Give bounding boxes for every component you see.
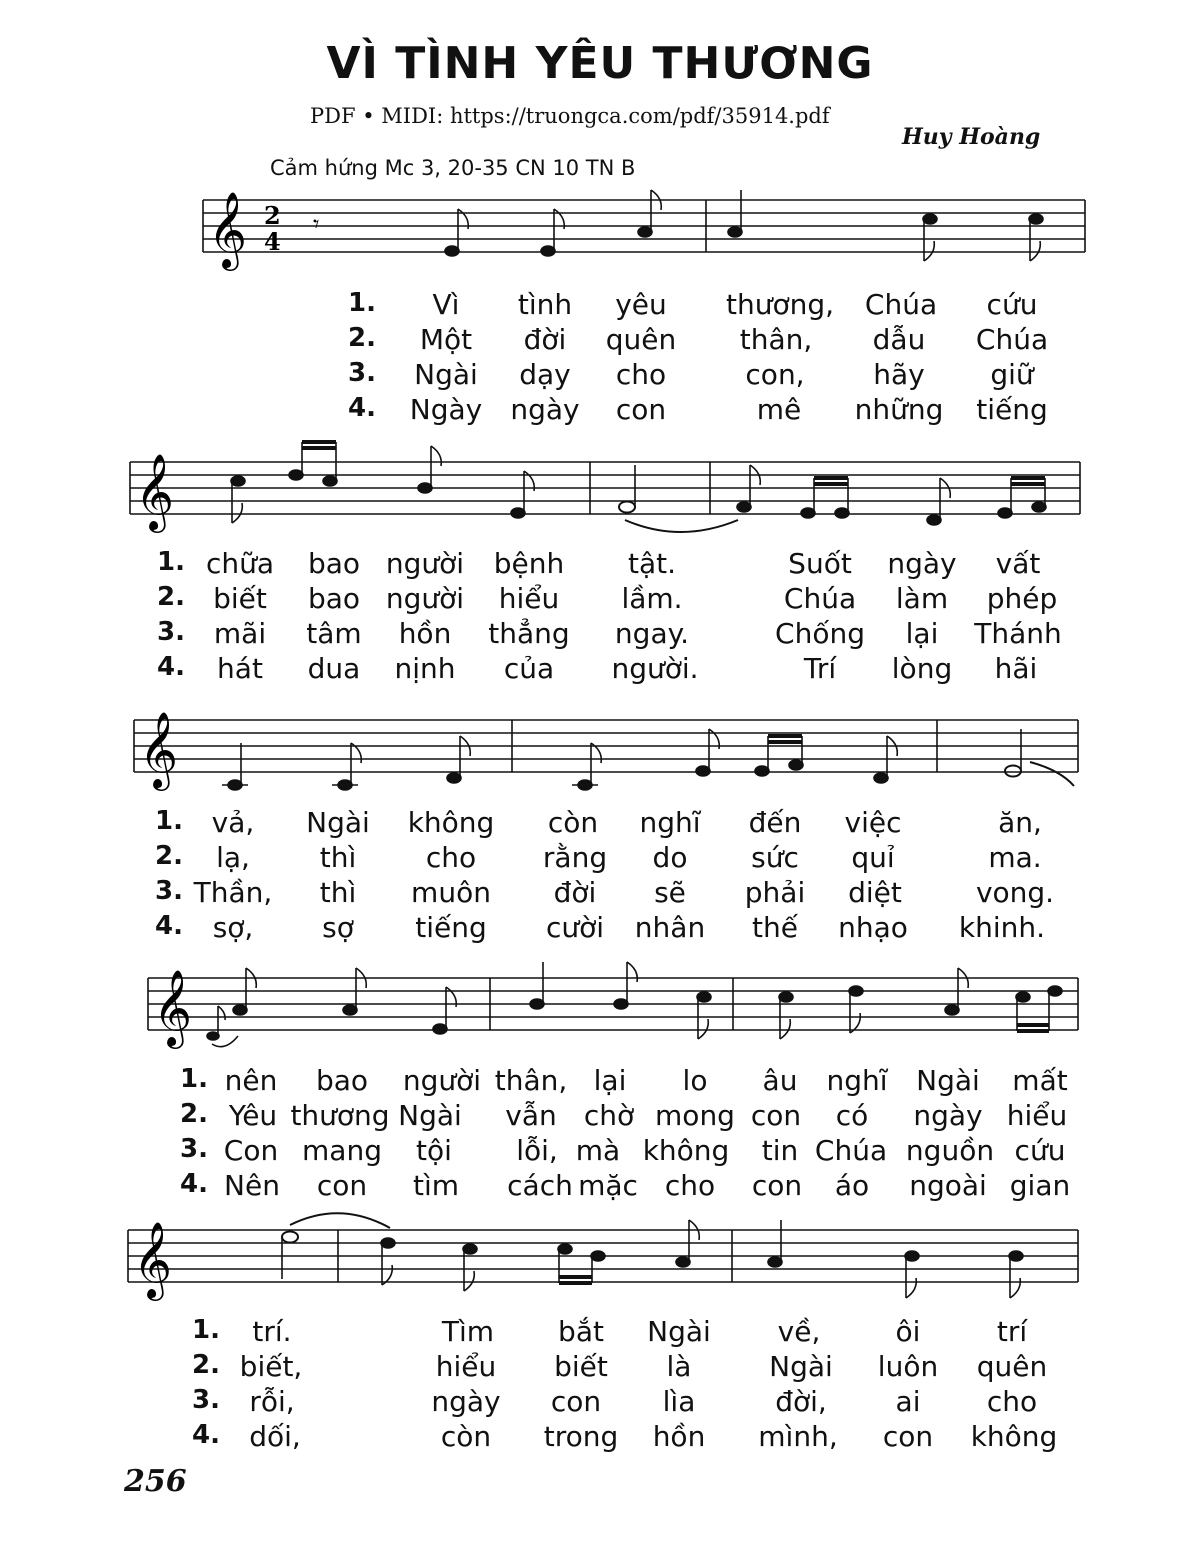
lyric-word: việc (844, 806, 902, 839)
verse-line (0, 652, 1200, 686)
lyric-word: Thánh (974, 617, 1062, 650)
verse-line (0, 582, 1200, 616)
notes (231, 442, 1046, 532)
lyric-word: vất (995, 547, 1041, 580)
verse-line (0, 288, 1200, 322)
svg-text:4: 4 (264, 227, 281, 256)
lyric-word: của (503, 652, 555, 685)
lyric-word: Thần, (193, 876, 273, 909)
lyric-word: người. (611, 652, 699, 685)
lyric-word: lại (905, 617, 939, 650)
lyric-word: người (385, 547, 465, 580)
lyric-word: diệt (848, 876, 902, 909)
lyric-word: lạ, (216, 841, 250, 874)
lyric-word: dua (307, 652, 361, 685)
verse-line (0, 876, 1200, 910)
lyric-word: thương, (725, 288, 835, 321)
verse-number: 1. (348, 288, 376, 318)
lyric-word: hồn (652, 1420, 706, 1453)
lyric-word: lại (593, 1064, 627, 1097)
page-number: 256 (124, 1464, 187, 1499)
lyric-word: đến (748, 806, 802, 839)
lyric-word: tiếng (976, 393, 1048, 426)
lyric-word: hồn (398, 617, 452, 650)
lyric-word: dối, (249, 1420, 301, 1453)
verse-line (0, 393, 1200, 427)
lyric-word: Nên (224, 1169, 280, 1202)
lyric-word: muôn (411, 876, 491, 909)
lyric-word: mình, (758, 1420, 838, 1453)
eighth-rest: 𝄾 (313, 210, 320, 238)
lyric-word: cứu (1014, 1134, 1066, 1167)
lyric-word: vong. (975, 876, 1055, 909)
lyric-word: mong (655, 1099, 735, 1132)
lyric-word: lìa (662, 1385, 696, 1418)
lyric-word: thân, (494, 1064, 568, 1097)
treble-clef-icon: 𝄞 (133, 1221, 173, 1298)
lyric-word: Con (223, 1134, 279, 1167)
lyric-word: mãi (213, 617, 267, 650)
lyric-word: đời, (775, 1385, 827, 1418)
lyric-word: khinh. (958, 911, 1046, 944)
lyric-word: người (402, 1064, 482, 1097)
lyric-word: mê (756, 393, 802, 426)
staff-system-2 (0, 432, 1200, 542)
svg-text:2: 2 (264, 201, 281, 230)
lyric-word: thì (319, 841, 357, 874)
treble-clef-icon: 𝄞 (135, 453, 175, 530)
lyric-word: có (835, 1099, 869, 1132)
lyric-word: không (970, 1420, 1058, 1453)
lyric-word: người (385, 582, 465, 615)
lyric-word: tật. (627, 547, 677, 580)
lyric-word: hát (217, 652, 263, 685)
composer-name: Huy Hoàng (902, 124, 1041, 150)
lyric-word: ngoài (909, 1169, 987, 1202)
lyric-word: tiếng (415, 911, 487, 944)
lyric-word: không (642, 1134, 730, 1167)
lyric-word: cho (664, 1169, 716, 1202)
lyric-word: Chúa (814, 1134, 888, 1167)
lyric-word: luôn (877, 1350, 939, 1383)
lyric-word: lòng (891, 652, 953, 685)
lyric-word: Vì (432, 288, 460, 321)
lyric-word: là (666, 1350, 692, 1383)
lyric-word: vả, (211, 806, 255, 839)
lyric-word: biết, (239, 1350, 303, 1383)
staff-system-1 (0, 170, 1200, 280)
lyric-word: âu (762, 1064, 798, 1097)
lyric-word: ngày (510, 393, 580, 426)
lyric-word: bao (307, 547, 361, 580)
lyric-word: thương (290, 1099, 390, 1132)
lyric-word: Chống (775, 617, 865, 650)
lyric-word: thẳng (488, 617, 570, 650)
lyric-word: quên (976, 1350, 1048, 1383)
lyric-word: cứu (986, 288, 1038, 321)
verse-line (0, 1420, 1200, 1454)
verse-line (0, 1099, 1200, 1133)
lyric-word: Yêu (228, 1099, 278, 1132)
lyric-word: Một (419, 323, 473, 356)
lyric-word: con (751, 1169, 803, 1202)
verse-number: 2. (192, 1350, 220, 1380)
lyric-word: do (652, 841, 688, 874)
verse-number: 1. (180, 1064, 208, 1094)
lyric-word: còn (547, 806, 599, 839)
verse-number: 4. (348, 393, 376, 423)
staff-system-5 (0, 1200, 1200, 1310)
lyric-word: hãy (873, 358, 925, 391)
lyric-word: ngày (431, 1385, 501, 1418)
lyric-word: dạy (519, 358, 571, 391)
lyric-word: tin (761, 1134, 799, 1167)
lyric-word: yêu (615, 288, 667, 321)
lyric-word: nhân (634, 911, 706, 944)
lyric-word: phải (744, 876, 806, 909)
lyric-word: lầm. (621, 582, 683, 615)
lyric-word: rằng (542, 841, 608, 874)
verse-number: 2. (180, 1099, 208, 1129)
verse-number: 4. (192, 1420, 220, 1450)
verse-number: 2. (157, 582, 185, 612)
lyric-word: Suốt (788, 547, 852, 580)
lyric-word: thế (752, 911, 798, 944)
verse-number: 1. (155, 806, 183, 836)
verse-line (0, 323, 1200, 357)
lyric-word: áo (834, 1169, 870, 1202)
lyric-word: chờ (583, 1099, 635, 1132)
lyric-word: quên (605, 323, 677, 356)
verse-line (0, 547, 1200, 581)
lyric-word: tình (517, 288, 573, 321)
treble-clef-icon: 𝄞 (208, 191, 248, 268)
lyric-word: sợ, (212, 911, 254, 944)
lyric-word: lỗi, (516, 1134, 558, 1167)
verse-number: 3. (348, 358, 376, 388)
verse-number: 4. (155, 911, 183, 941)
lyric-word: con (882, 1420, 934, 1453)
verse-line (0, 617, 1200, 651)
lyric-word: tìm (412, 1169, 460, 1202)
lyric-word: những (854, 393, 944, 426)
lyric-word: đời (553, 876, 597, 909)
lyric-word: trí (996, 1315, 1028, 1348)
lyric-word: ăn, (998, 806, 1042, 839)
verse-number: 1. (192, 1315, 220, 1345)
lyric-word: Ngài (916, 1064, 980, 1097)
verse-number: 4. (180, 1169, 208, 1199)
lyric-word: Chúa (783, 582, 857, 615)
verse-line (0, 911, 1200, 945)
lyric-word: thân, (739, 323, 813, 356)
lyric-word: Ngài (769, 1350, 833, 1383)
lyric-word: lo (682, 1064, 708, 1097)
lyric-word: ngày (887, 547, 957, 580)
lyric-word: Ngài (398, 1099, 462, 1132)
lyric-word: bao (307, 582, 361, 615)
verse-line (0, 1385, 1200, 1419)
staff-system-4 (0, 948, 1200, 1058)
lyric-word: nghĩ (639, 806, 701, 839)
lyric-word: thì (319, 876, 357, 909)
lyric-word: vẫn (505, 1099, 557, 1132)
lyric-word: sẽ (654, 876, 686, 909)
lyric-word: nhạo (838, 911, 908, 944)
lyric-word: nịnh (394, 652, 456, 685)
verse-number: 3. (155, 876, 183, 906)
verse-line (0, 841, 1200, 875)
lyric-word: mang (302, 1134, 382, 1167)
lyric-word: con (316, 1169, 368, 1202)
verse-line (0, 1064, 1200, 1098)
verse-line (0, 1169, 1200, 1203)
verse-line (0, 1350, 1200, 1384)
verse-number: 1. (157, 547, 185, 577)
verse-number: 3. (180, 1134, 208, 1164)
lyric-word: nguồn (905, 1134, 995, 1167)
verse-number: 4. (157, 652, 185, 682)
lyric-word: gian (1009, 1169, 1071, 1202)
lyric-word: phép (986, 582, 1058, 615)
verse-line (0, 806, 1200, 840)
lyric-word: Ngài (647, 1315, 711, 1348)
lyric-word: cho (615, 358, 667, 391)
lyric-word: cho (986, 1385, 1038, 1418)
lyric-word: Tìm (441, 1315, 495, 1348)
lyric-word: không (407, 806, 495, 839)
lyric-word: ngày (913, 1099, 983, 1132)
lyric-word: Ngài (414, 358, 478, 391)
lyric-word: rỗi, (249, 1385, 295, 1418)
lyric-word: nên (224, 1064, 278, 1097)
lyric-word: biết (554, 1350, 608, 1383)
lyric-word: đời (523, 323, 567, 356)
lyric-word: hiểu (498, 582, 560, 615)
staff-system-3 (0, 690, 1200, 800)
lyric-word: Trí (803, 652, 837, 685)
lyric-word: ngay. (614, 617, 690, 650)
lyric-word: về, (777, 1315, 821, 1348)
verse-number: 3. (192, 1385, 220, 1415)
lyric-word: Ngày (409, 393, 483, 426)
lyric-word: chữa (205, 547, 275, 580)
lyric-word: ôi (895, 1315, 921, 1348)
lyric-word: Chúa (975, 323, 1049, 356)
lyric-word: còn (440, 1420, 492, 1453)
verse-line (0, 1134, 1200, 1168)
treble-clef-icon: 𝄞 (153, 969, 193, 1046)
verse-number: 3. (157, 617, 185, 647)
treble-clef-icon: 𝄞 (139, 711, 179, 788)
lyric-word: sợ (322, 911, 354, 944)
lyric-word: mà (575, 1134, 621, 1167)
lyric-word: quỉ (851, 841, 895, 874)
lyric-word: bệnh (493, 547, 565, 580)
lyric-word: Ngài (306, 806, 370, 839)
lyric-word: ma. (988, 841, 1042, 874)
lyric-word: bắt (558, 1315, 604, 1348)
lyric-word: con, (745, 358, 805, 391)
lyric-word: dẫu (872, 323, 926, 356)
lyric-word: trí. (252, 1315, 292, 1348)
lyric-word: sức (751, 841, 799, 874)
lyric-word: hãi (994, 652, 1038, 685)
lyric-word: ai (895, 1385, 921, 1418)
lyric-word: con (750, 1099, 802, 1132)
lyric-word: biết (213, 582, 267, 615)
lyric-word: trong (543, 1420, 619, 1453)
lyric-word: con (550, 1385, 602, 1418)
lyric-word: hiểu (1006, 1099, 1068, 1132)
lyric-word: nghĩ (826, 1064, 888, 1097)
source-link[interactable]: PDF • MIDI: https://truongca.com/pdf/35914.pdf (310, 104, 830, 128)
lyric-word: hiểu (435, 1350, 497, 1383)
lyric-word: làm (895, 582, 949, 615)
lyric-word: mặc (578, 1169, 638, 1202)
lyric-word: con (615, 393, 667, 426)
lyric-word: tâm (306, 617, 362, 650)
time-signature (264, 201, 281, 256)
lyric-word: tội (416, 1134, 452, 1167)
lyric-word: cho (425, 841, 477, 874)
lyric-word: mất (1012, 1064, 1068, 1097)
verse-number: 2. (155, 841, 183, 871)
lyric-word: bao (315, 1064, 369, 1097)
song-title: VÌ TÌNH YÊU THƯƠNG (326, 38, 874, 89)
verse-number: 2. (348, 323, 376, 353)
lyric-word: giữ (990, 358, 1034, 391)
verse-line (0, 1315, 1200, 1349)
lyric-word: cười (545, 911, 605, 944)
inspiration-note: Cảm hứng Mc 3, 20-35 CN 10 TN B (270, 156, 636, 180)
verse-line (0, 358, 1200, 392)
lyric-word: Chúa (864, 288, 938, 321)
lyric-word: cách (507, 1169, 573, 1202)
